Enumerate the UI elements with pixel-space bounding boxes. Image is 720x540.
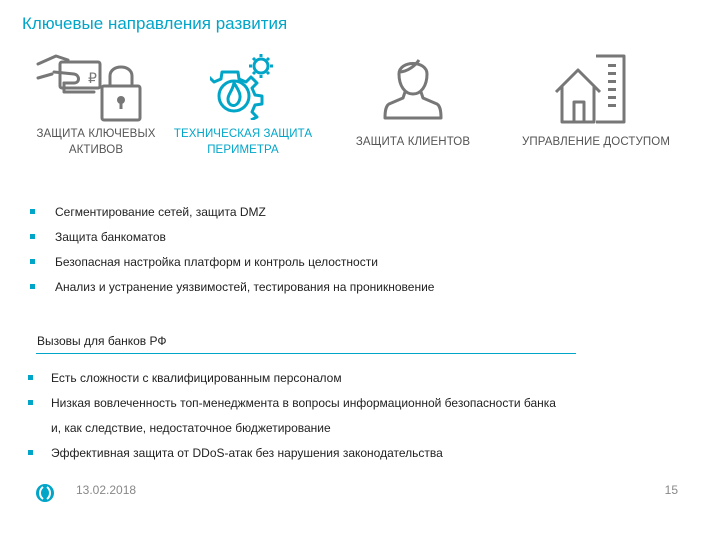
- bullet-square-icon: [28, 400, 33, 405]
- direction-label-access: УПРАВЛЕНИЕ ДОСТУПОМ: [521, 136, 670, 148]
- direction-label-clients: ЗАЩИТА КЛИЕНТОВ: [355, 136, 471, 148]
- bullet-square-icon: [28, 375, 33, 380]
- buildings-icon: [554, 52, 630, 124]
- list-item: Есть сложности с квалифицированным персоналом: [28, 369, 631, 387]
- bullet-square-icon: [28, 450, 33, 455]
- list-item: Защита банкоматов: [30, 228, 434, 253]
- bullet-square-icon: [30, 209, 35, 214]
- svg-text:₽: ₽: [88, 71, 97, 87]
- footer-date: 13.02.2018: [76, 483, 137, 497]
- person-icon: [383, 52, 443, 120]
- logo-icon: [35, 482, 55, 509]
- list-item: Безопасная настройка платформ и контроль целостности: [30, 253, 434, 278]
- bullet-square-icon: [30, 284, 35, 289]
- list-item: Низкая вовлеченность топ-менеджмента в вопросы информационной безопасности банка и, как следствие, недостаточное бюджетирование: [28, 394, 631, 437]
- challenges-title: Вызовы для банков РФ: [37, 334, 167, 348]
- list-item: Эффективная защита от DDoS-атак без нарушения законодательства: [28, 444, 631, 462]
- card-lock-icon: [34, 50, 146, 124]
- list-item: Сегментирование сетей, защита DMZ: [30, 203, 434, 228]
- page-title: Ключевые направления развития: [22, 14, 288, 33]
- bullet-square-icon: [30, 234, 35, 239]
- directions-bullet-list: [30, 203, 434, 303]
- direction-label-assets: ЗАЩИТА КЛЮЧЕВЫХ АКТИВОВ: [36, 128, 156, 156]
- list-item: Анализ и устранение уязвимостей, тестирования на проникновение: [30, 278, 434, 303]
- section-divider: [36, 353, 576, 354]
- challenges-bullet-list: [28, 369, 631, 469]
- gears-icon: [210, 50, 280, 120]
- page-number: 15: [664, 483, 678, 497]
- direction-label-perimeter: ТЕХНИЧЕСКАЯ ЗАЩИТА ПЕРИМЕТРА: [173, 128, 313, 156]
- bullet-square-icon: [30, 259, 35, 264]
